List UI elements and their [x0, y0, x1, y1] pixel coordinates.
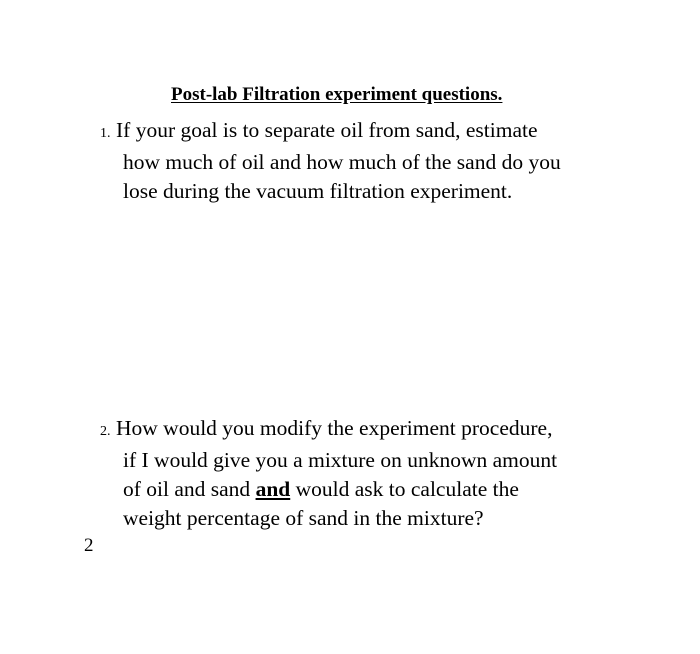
question-2-line-3-suffix: would ask to calculate the: [290, 477, 519, 501]
question-1-text-1: If your goal is to separate oil from sand, estimate: [116, 118, 538, 142]
question-1-line-3: lose during the vacuum filtration experiment.: [123, 179, 513, 203]
question-2-text-1: How would you modify the experiment procedure,: [116, 416, 553, 440]
question-1-number: 1.: [100, 126, 111, 141]
question-2-line-1: [100, 414, 660, 446]
question-1-line-1: [100, 116, 660, 148]
question-1-line-2: how much of oil and how much of the sand do you: [123, 150, 561, 174]
question-2-line-3-prefix: of oil and sand: [123, 477, 256, 501]
page-number: 2: [84, 535, 94, 556]
question-2-line-3: [100, 475, 660, 504]
question-2-number: 2.: [100, 424, 111, 439]
question-2-line-2: if I would give you a mixture on unknown amount: [123, 448, 558, 472]
question-2-emphasis-and: and: [255, 477, 291, 501]
question-2-line-4: weight percentage of sand in the mixture?: [123, 506, 484, 530]
question-1: [100, 116, 660, 206]
document-title: Post-lab Filtration experiment questions.: [171, 84, 503, 105]
question-2: [100, 414, 660, 533]
